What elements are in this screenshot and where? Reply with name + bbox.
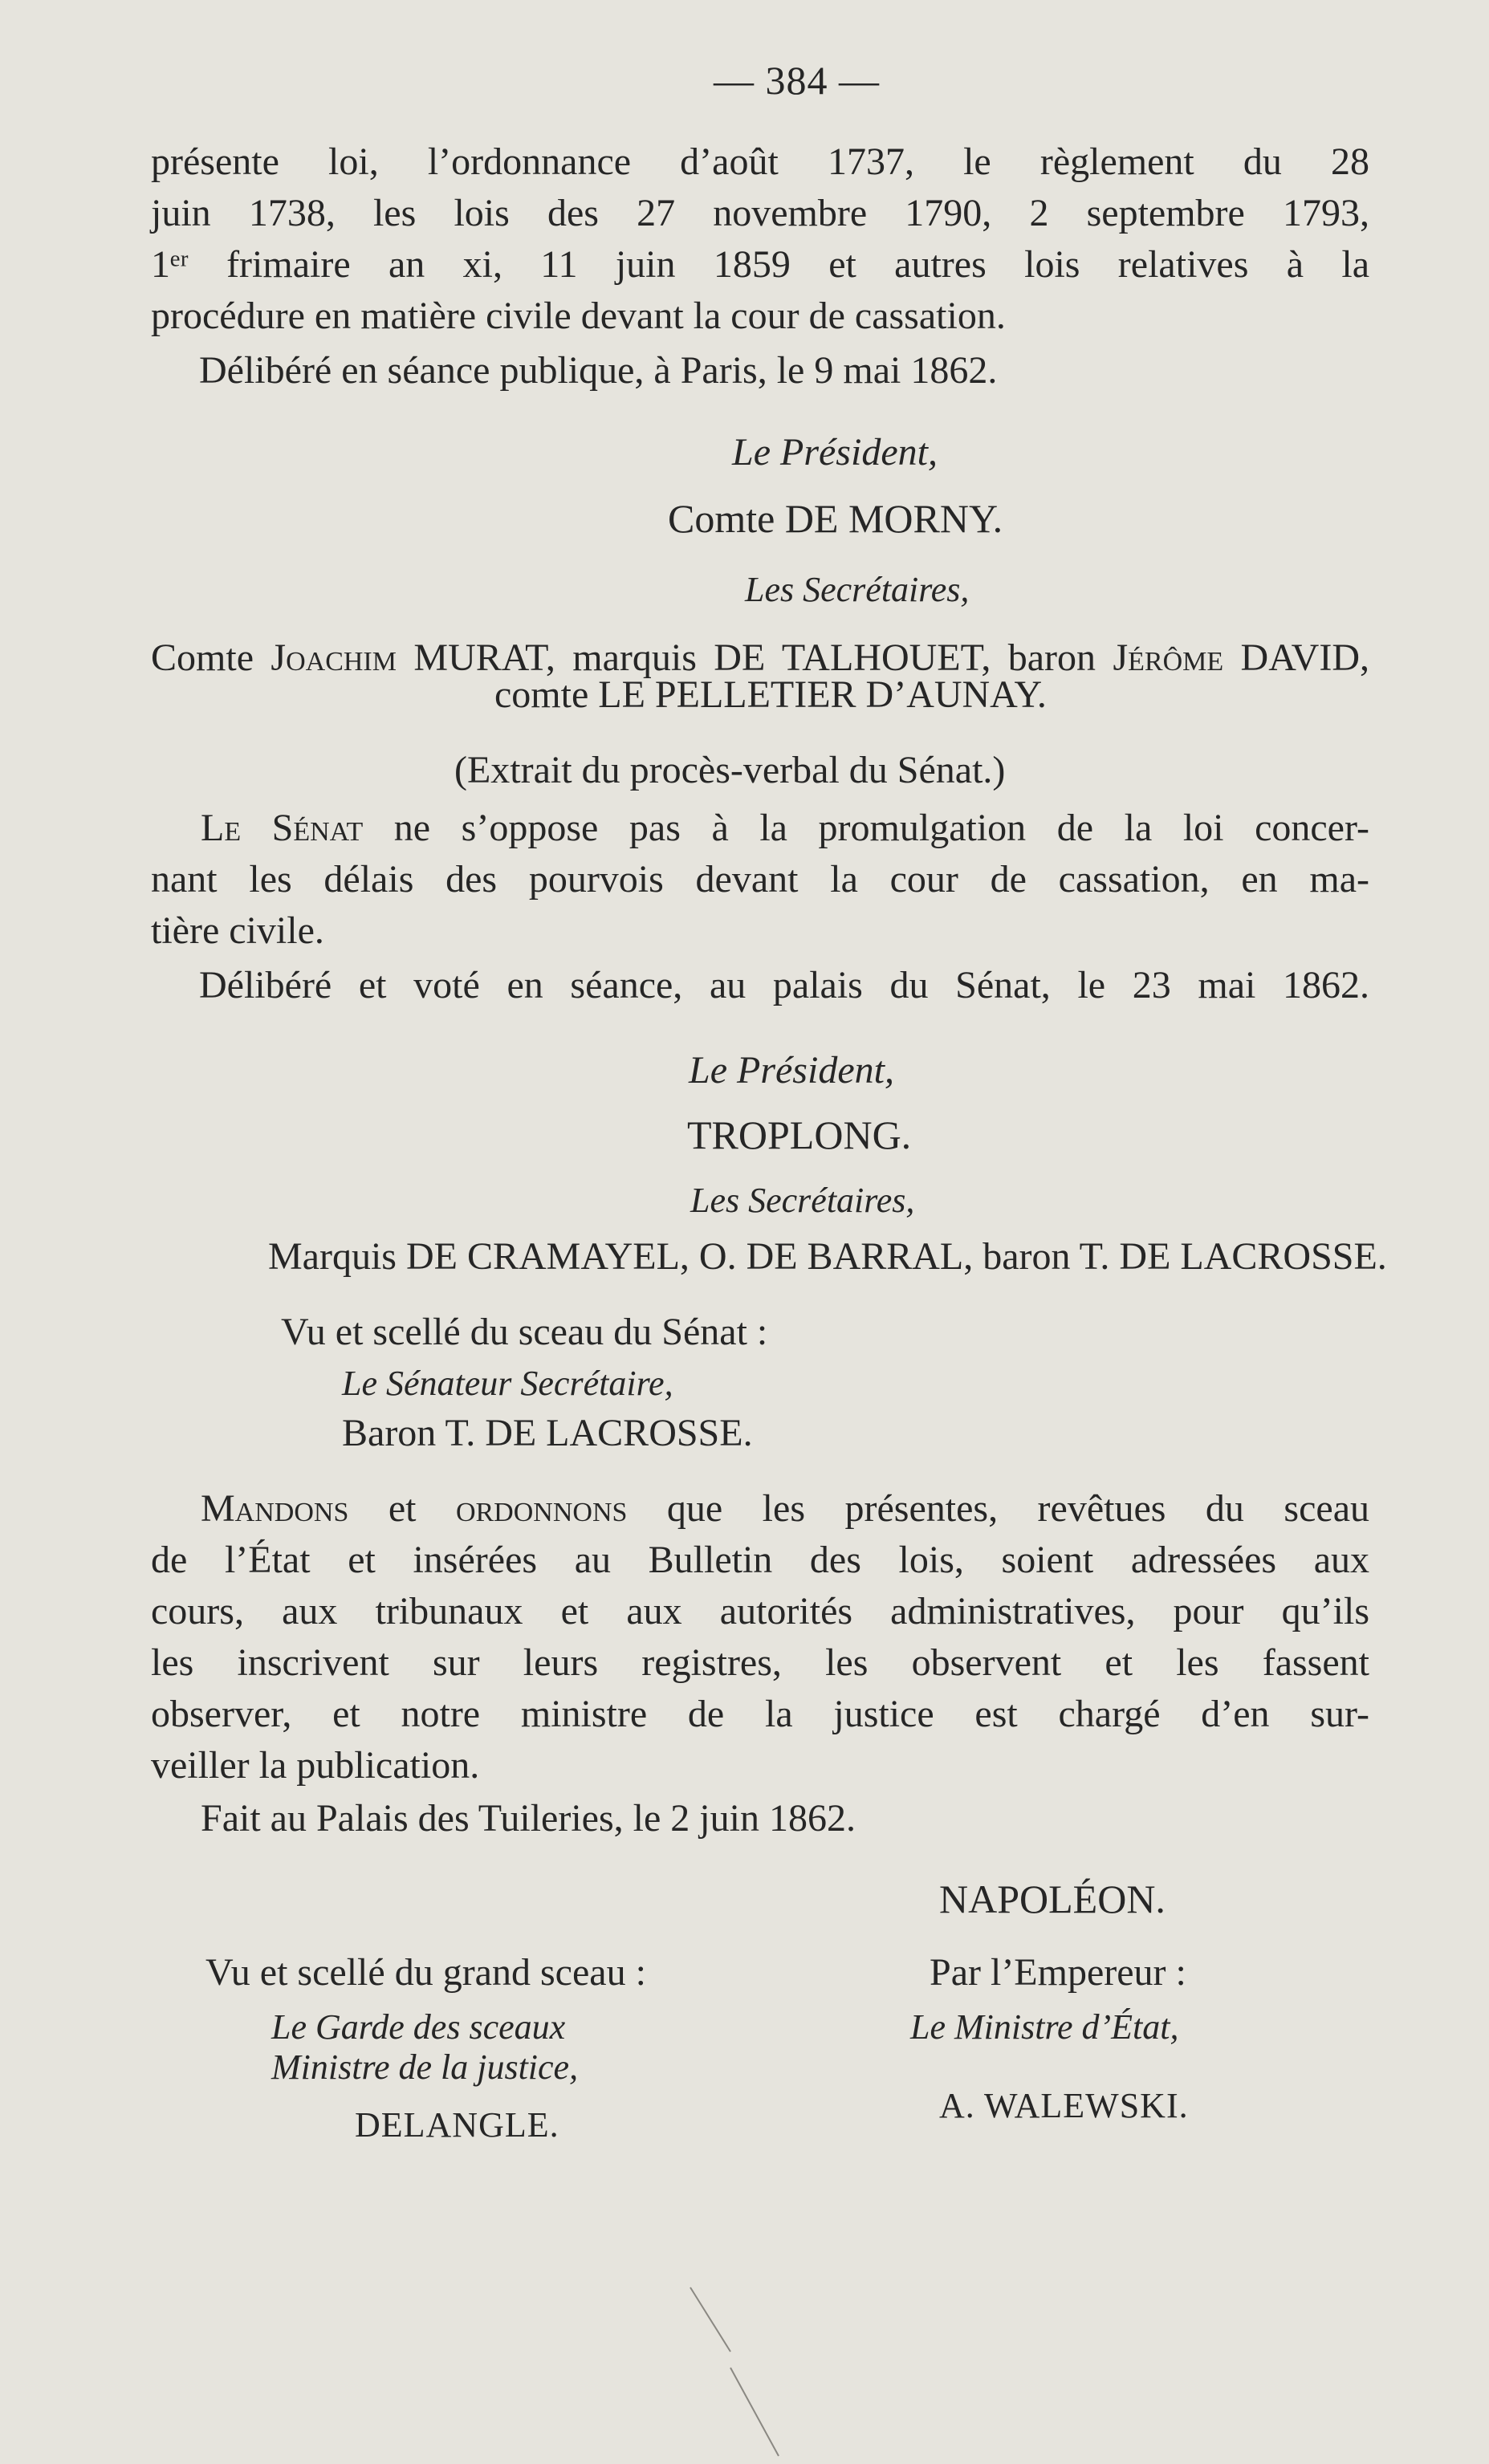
senate-line-text: ne s’oppose pas à la promulgation de la loi concer- — [363, 807, 1369, 849]
final-paragraph-line: les inscrivent sur leurs registres, les observent et les fassent — [151, 1641, 1369, 1684]
senate-paragraph-line: tière civile. — [151, 909, 324, 952]
senate-seal-line: Vu et scellé du sceau du Sénat : — [281, 1311, 768, 1353]
president-name: Comte DE MORNY. — [668, 496, 1003, 541]
senate-secretaries-names: Marquis DE CRAMAYEL, O. DE BARRAL, baron T. DE LACROSSE. — [268, 1235, 1387, 1278]
scratch-mark-decoration — [674, 2279, 803, 2464]
scratch-mark — [730, 2368, 779, 2456]
senate-secretaries-title: Les Secrétaires, — [690, 1181, 915, 1220]
president-title: Le Président, — [732, 431, 938, 474]
delangle-signature: DELANGLE. — [355, 2105, 559, 2145]
senate-seal-title: Le Sénateur Secrétaire, — [342, 1364, 673, 1403]
mandons-lead: Mandons — [201, 1487, 349, 1530]
name-part: Joachim — [271, 636, 397, 679]
senate-president-name: TROPLONG. — [687, 1112, 912, 1157]
final-paragraph-line: cours, aux tribunaux et aux autorités administratives, pour qu’ils — [151, 1590, 1369, 1633]
name-part: MURAT, marquis DE TALHOUET, baron — [396, 636, 1113, 679]
deliberation-line: Délibéré en séance publique, à Paris, le 9 mai 1862. — [199, 349, 998, 392]
paragraph-line: procédure en matière civile devant la cour de cassation. — [151, 295, 1006, 337]
senate-paragraph-line: nant les délais des pourvois devant la cour de cassation, en ma- — [151, 858, 1369, 901]
done-at-line: Fait au Palais des Tuileries, le 2 juin 1862. — [201, 1797, 856, 1840]
extract-note: (Extrait du procès-verbal du Sénat.) — [454, 749, 1006, 791]
name-part: Comte — [151, 636, 271, 679]
senate-deliberation: Délibéré et voté en séance, au palais du Sénat, le 23 mai 1862. — [199, 964, 1369, 1006]
grand-seal-line: Vu et scellé du grand sceau : — [205, 1951, 646, 1994]
paragraph-line: 1ᵉʳ frimaire an xi, 11 juin 1859 et autres lois relatives à la — [151, 243, 1369, 286]
ministre-justice-title: Ministre de la justice, — [271, 2047, 579, 2087]
emperor-signature: NAPOLÉON. — [939, 1876, 1166, 1921]
final-line-text: que les présentes, revêtues du sceau — [627, 1487, 1369, 1530]
senate-seal-name: Baron T. DE LACROSSE. — [342, 1412, 753, 1454]
paragraph-line: présente loi, l’ordonnance d’août 1737, le règlement du 28 — [151, 140, 1369, 183]
name-part: Jérôme — [1113, 636, 1224, 679]
secretaries-title: Les Secrétaires, — [745, 570, 970, 609]
final-paragraph-line: observer, et notre ministre de la justice est chargé d’en sur- — [151, 1693, 1369, 1735]
ordonnons-lead: ordonnons — [455, 1487, 628, 1530]
par-empereur-line: Par l’Empereur : — [930, 1951, 1186, 1994]
scratch-mark — [690, 2287, 730, 2352]
senate-lead: Le Sénat — [201, 807, 364, 849]
paragraph-line: juin 1738, les lois des 27 novembre 1790, 2 septembre 1793, — [151, 192, 1369, 234]
walewski-signature: A. WALEWSKI. — [939, 2086, 1189, 2125]
final-paragraph-line: veiller la publication. — [151, 1744, 480, 1787]
ministre-etat-title: Le Ministre d’État, — [910, 2007, 1179, 2047]
senate-paragraph-line — [201, 804, 1369, 852]
final-paragraph-line — [201, 1485, 1369, 1533]
final-paragraph-line: de l’État et insérées au Bulletin des lois, soient adressées aux — [151, 1539, 1369, 1581]
name-part: DAVID, — [1223, 636, 1369, 679]
final-connector: et — [348, 1487, 456, 1530]
secretaries-names-continued: comte LE PELLETIER D’AUNAY. — [494, 673, 1047, 716]
senate-president-title: Le Président, — [689, 1049, 894, 1092]
garde-des-sceaux-title: Le Garde des sceaux — [271, 2007, 566, 2047]
page-number: — 384 — — [714, 58, 880, 103]
